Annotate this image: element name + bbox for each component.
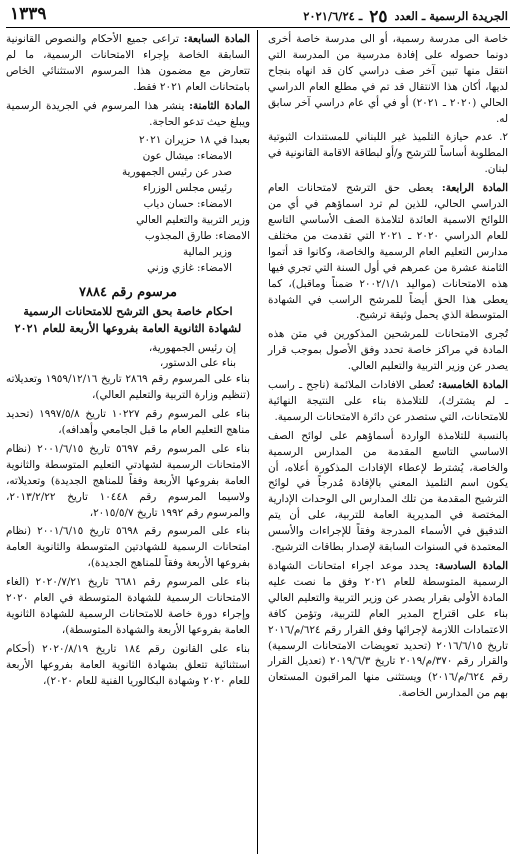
issued-by: صدر عن رئيس الجمهورية: [121, 166, 232, 179]
article-text: ينشر هذا المرسوم في الجريدة الرسمية ويبلغ حيث تدعو الحاجة.: [6, 99, 250, 128]
pm-signature: الامضاء: حسان دياب: [143, 198, 232, 211]
article-text: تراعى جميع الأحكام والنصوص القانونية السابقة الخاصة بإجراء الامتحانات الرسمية، ما لم تتعارض مع مضمون هذا المرسوم الاستثنائي الخاص بامتحانات العام ٢٠٢١ فقط.: [6, 33, 250, 93]
article-text: تُعطى الافادات الملائمة (ناجح ـ راسب ـ لم يشترك)، للتلامذة بناء على النتيجة النهائية للامتحانات، التي ستصدر عن دائرة الامتحانات الرسمية.: [268, 379, 508, 423]
article-label: المادة السادسة:: [434, 560, 508, 572]
education-minister-title: وزير التربية والتعليم العالي: [136, 213, 250, 226]
recital: بناء على المرسوم رقم ٥٦٩٧ تاريخ ٢٠٠١/٦/١٥ (نظام الامتحانات الرسمية لشهادتي التعليم المتوسطة والثانوية العامة بفروعها الأربعة وفقاً للمناهج الجديدة) وتعديلاته، ولاسيما المرسوم رقم ١٠٤٤٨ تاريخ ٢٠١٣/٢/٢٢، والمرسوم رقم ١٩٩٢ تاريخ ٢٠١٥/٥/٧،: [6, 442, 250, 519]
signing-date: بعبدا في ١٨ حزيران ٢٠٢١: [138, 134, 250, 147]
article-label: المادة الثامنة:: [189, 99, 250, 112]
preamble-constitution: بناء على الدستور،: [159, 357, 236, 370]
decree-subject: احكام خاصة بحق الترشح للامتحانات الرسمية لشهادة الثانوية العامة بفروعها الأربعة للعام ٢٠٢١: [14, 303, 242, 335]
recital: بناء على المرسوم رقم ٢٨٦٩ تاريخ ١٩٥٩/١٢/١٦ وتعديلاته (تنظيم وزارة التربية والتعليم العالي)،: [6, 373, 251, 402]
recital: بناء على المرسوم رقم ٦٦٨١ تاريخ ٢٠٢٠/٧/٢١ (الغاء الامتحانات الرسمية للشهادة المتوسطة في العام ٢٠٢٠ وإجراء دورة خاصة للامتحانات الرسمية للشهادة الثانوية العامة بفروعها الأربعة والشهادة المتوسطة)،: [6, 576, 250, 636]
finance-minister-signature: الامضاء: غازي وزني: [147, 261, 232, 274]
recital: بناء على المرسوم رقم ١٠٢٢٧ تاريخ ١٩٩٧/٥/٨ (تحديد مناهج التعليم العام ما قبل الجامعي وأهدافه)،: [6, 408, 251, 437]
recital: بناء على القانون رقم ١٨٤ تاريخ ٢٠٢٠/٨/١٩ (أحكام استثنائية تتعلق بشهادة الثانوية العامة بفروعها الأربعة للعام ٢٠٢٠ وشهادة البكالوريا الفنية للعام ٢٠٢٠)،: [6, 642, 250, 687]
decree-title: مرسوم رقم ٧٨٨٤: [79, 284, 177, 300]
paragraph: خاصة الى مدرسة رسمية، أو الى مدرسة خاصة أخرى دونما حصوله على إفادة مدرسية من المدرسة التي انتقل منها تبين آخر صف دراسي كان قد انهاه بنجاح لديها، أكان هذا الانتقال قد تم في مطلع العام الدراسي الحالي (٢٠٢٠ ـ ٢٠٢١) أو في أي عام دراسي آخر سابق له.: [268, 33, 508, 125]
paragraph: بالنسبة للتلامذة الواردة أسماؤهم على لوائح الصف الاساسي التاسع المقدمة من المدارس الرسمية والخاصة، يُشترط لإعطاء الإفادات المذكورة أعلاه، أن يكون اسم التلميذ المعني بالإفادة مُدرجاً في لوائح الترشيح المقدمة من تلك المدارس الى الوحدات الإدارية المختصة في المديرية العامة للتربية، على أن يتم التدقيق في الأسماء المدرجة وفقاً للإجراءات والأسس المعتمدة في السنوات السابقة لإصدار بطاقات الترشيح.: [268, 429, 508, 554]
article-4: [268, 181, 508, 324]
article-text: يعطى حق الترشح لامتحانات العام الدراسي الحالي، للذين لم ترد اسماؤهم في أي من اللوائح الاسمية العائدة لتلامذة الصف الأساسي التاسع للعام الدراسي ٢٠٢٠ ـ ٢٠٢١ التي تقدمت من مختلف مدارس التعليم العام الرسمية والخاصة، وكانوا قد أتموا الثامنة عشرة من عمرهم في أول السنة التي تجري فيها هذه الامتحانات (مواليد ٢٠٠٢/١/١ ضمناً وماقبل)، كما يعطى هذا الحق أيضاً للمرشح الراسب في الشهادة المتوسطة الذي يحمل وثيقة ترشيح.: [268, 182, 508, 322]
issue-number: ٢٥: [369, 7, 388, 27]
article-label: المادة السابعة:: [183, 33, 250, 45]
article-6: [268, 559, 508, 702]
article-7: [6, 32, 250, 96]
pm-title: رئيس مجلس الوزراء: [142, 182, 232, 195]
right-column: [268, 32, 508, 856]
article-8: [6, 99, 250, 131]
education-minister-signature: الامضاء: طارق المجذوب: [144, 229, 250, 242]
paragraph: ٢. عدم حيازة التلميذ غير اللبناني للمستندات الثبوتية المطلوبة أساساً للترشح و/أو لبطاقة الاقامة القانونية في لبنان.: [268, 131, 508, 176]
gazette-issue-info: [303, 7, 508, 27]
finance-minister-title: وزير المالية: [182, 245, 232, 258]
issue-date: ـ ٢٠٢١/٦/٢٤: [303, 9, 363, 23]
page-header: [6, 3, 510, 28]
president-signature: الامضاء: ميشال عون: [142, 150, 232, 163]
preamble-president: إن رئيس الجمهورية،: [148, 341, 236, 354]
recital: بناء على المرسوم رقم ٥٦٩٨ تاريخ ٢٠٠١/٦/١٥ (نظام امتحانات الرسمية للشهادتين المتوسطة والثانوية العامة بفروعها الأربعة وفقاً للمناهج الجديدة)،: [6, 525, 250, 570]
article-label: المادة الخامسة:: [438, 379, 508, 392]
article-text: يحدد موعد اجراء امتحانات الشهادة الرسمية المتوسطة للعام ٢٠٢١ وفق ما نصت عليه المادة الأولى بقرار يصدر عن وزير التربية والتعليم العالي بناء على اقتراح المدير العام للتربية، وتؤمن كافة الاعتمادات اللازمة لإجرائها وفق القرار رقم ٦٢٤/م/٢٠١٦ تاريخ ٢٠١٦/٦/١٥ (تحديد تعويضات الامتحانات الرسمية) والقرار رقم ٣٧٠/م/٢٠١٩ تاريخ ٢٠١٩/٦/٣ (تعديل القرار رقم ٦٢٤/م/٢٠١٦) ويستثنى منها المراقبون المستعان بهم من المدارس الخاصة.: [268, 560, 508, 700]
article-label: المادة الرابعة:: [441, 182, 508, 195]
paragraph: تُجرى الامتحانات للمرشحين المذكورين في متن هذه المادة في مراكز خاصة تحدد وفق الأصول بموجب قرار يصدر عن وزير التربية والتعليم العالي.: [268, 328, 508, 373]
article-5: [268, 378, 508, 426]
page-number: ١٣٣٩: [10, 4, 47, 24]
gazette-title: الجريدة الرسمية ـ العدد: [394, 9, 508, 23]
left-column: [6, 32, 250, 856]
column-divider: [257, 30, 258, 854]
